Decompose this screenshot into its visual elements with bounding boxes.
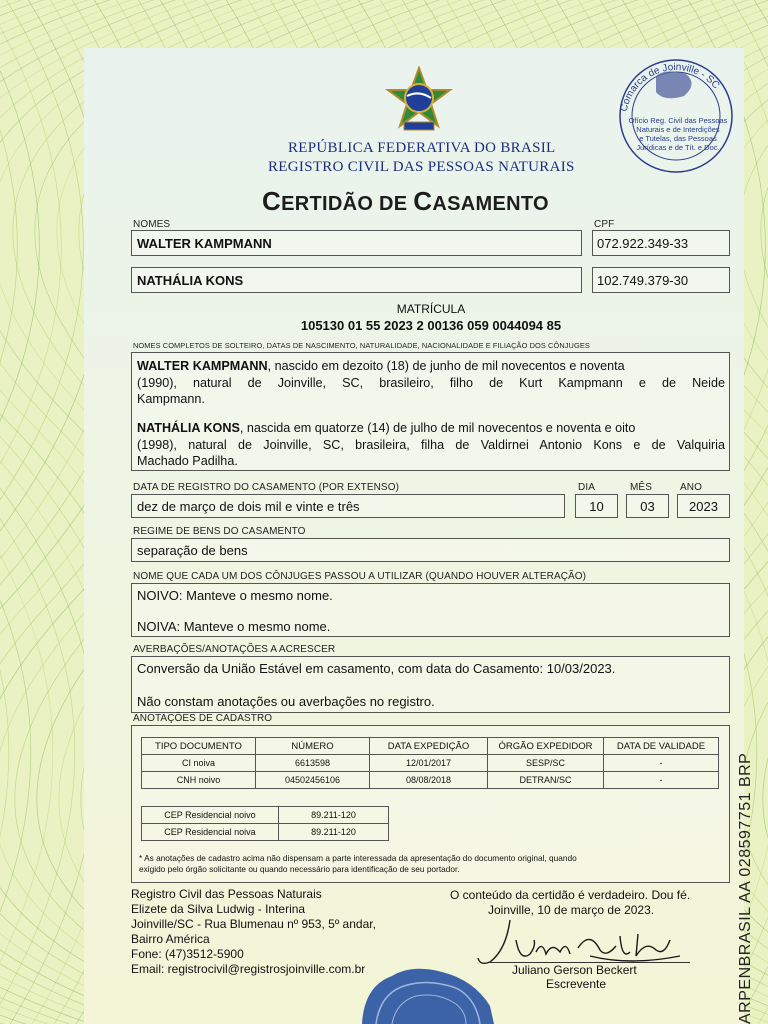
stamp-line-2: Naturais e de Interdições — [636, 125, 720, 134]
side-serial-text: ARPENBRASIL AA 028597751 BRP — [737, 752, 754, 1024]
table-row — [142, 824, 389, 841]
spouse-1-details — [137, 358, 725, 408]
cell-numero: 6613598 — [256, 755, 370, 772]
registration-year: 2023 — [689, 499, 718, 514]
col-data-validade: DATA DE VALIDADE — [604, 738, 719, 755]
stamp-ring-text: Comarca de Joinville - SC — [618, 61, 722, 113]
cell-data: 08/08/2018 — [370, 772, 488, 789]
title-part-2: ASAMENTO — [432, 193, 549, 215]
table-row — [142, 807, 389, 824]
documents-table-header — [142, 738, 719, 755]
cell-validade: - — [604, 772, 719, 789]
attest-line-2: Joinville, 10 de março de 2023. — [488, 903, 655, 917]
table-row — [142, 772, 719, 789]
coat-of-arms-icon — [384, 66, 454, 134]
cell-orgao: SESP/SC — [488, 755, 604, 772]
cell-cep-label: CEP Residencial noivo — [142, 807, 279, 824]
cell-tipo: CNH noivo — [142, 772, 256, 789]
details-p2-line2: (1998), natural de Joinville, SC, brasileira, filha de Valdirnei Antonio Kons e de Valquiria — [137, 437, 725, 452]
col-data-expedicao: DATA EXPEDIÇÃO — [370, 738, 488, 755]
registry-line-4: Bairro América — [131, 932, 210, 946]
title-part-1: ERTIDÃO DE — [281, 193, 414, 215]
col-orgao-expedidor: ÓRGÃO EXPEDIDOR — [488, 738, 604, 755]
details-p2-line1: , nascida em quatorze (14) de julho de mil novecentos e noventa e oito — [239, 421, 636, 435]
matricula-number: 105130 01 55 2023 2 00136 059 0044094 85 — [300, 318, 562, 333]
registry-line-5: Fone: (47)3512-5900 — [131, 947, 244, 961]
footnote-line-2: exigido pelo órgão solicitante ou quando necessário para identificação de seu portador. — [139, 864, 460, 874]
annotation-line-2: Não constam anotações ou averbações no registro. — [137, 694, 435, 709]
cell-cep-value: 89.211-120 — [279, 824, 389, 841]
label-anotacoes-cadastro: ANOTAÇÕES DE CADASTRO — [133, 713, 273, 724]
registry-line-2: Elizete da Silva Ludwig - Interina — [131, 902, 306, 916]
footnote-line-1: * As anotações de cadastro acima não dispensam a parte interessada da apresentação do documento original, quando — [139, 853, 577, 863]
spouse-1-cpf: 072.922.349-33 — [597, 236, 689, 251]
details-p1-line2: (1990), natural de Joinville, SC, brasileiro, filho de Kurt Kampmann e de Neide — [137, 375, 725, 390]
page-title — [262, 186, 549, 217]
label-ano: ANO — [680, 482, 702, 493]
details-p2-line3: Machado Padilha. — [137, 454, 238, 468]
signer-name: Juliano Gerson Beckert — [512, 963, 637, 977]
header-registry: REGISTRO CIVIL DAS PESSOAS NATURAIS — [268, 159, 575, 175]
cell-cep-value: 89.211-120 — [279, 807, 389, 824]
label-nome-utilizado: NOME QUE CADA UM DOS CÔNJUGES PASSOU A UTILIZAR (QUANDO HOUVER ALTERAÇÃO) — [133, 571, 587, 582]
label-mes: MÊS — [630, 482, 652, 493]
documents-table — [141, 737, 719, 789]
title-letter-2: C — [413, 186, 433, 216]
registry-line-1: Registro Civil das Pessoas Naturais — [131, 887, 322, 901]
stamp-line-1: Ofício Reg. Civil das Pessoas — [628, 116, 728, 125]
registry-info — [131, 887, 376, 977]
regime-value: separação de bens — [137, 543, 248, 558]
noiva-name-used: NOIVA: Manteve o mesmo nome. — [137, 619, 331, 634]
stamp-line-3: e Tutelas, das Pessoas — [639, 134, 717, 143]
registry-line-6: Email: registrocivil@registrosjoinville.com.br — [131, 962, 366, 976]
table-row — [142, 755, 719, 772]
noivo-name-used: NOIVO: Manteve o mesmo nome. — [137, 588, 333, 603]
spouse-2-cpf: 102.749.379-30 — [597, 273, 689, 288]
signer-role: Escrevente — [546, 977, 607, 991]
details-p1-line3: Kampmann. — [137, 392, 205, 406]
details-p2-name: NATHÁLIA KONS — [137, 421, 240, 435]
attest-line-1: O conteúdo da certidão é verdadeiro. Dou fé. — [450, 888, 691, 902]
cell-numero: 04502456106 — [256, 772, 370, 789]
security-seal-icon — [352, 966, 502, 1024]
registry-stamp — [604, 58, 744, 176]
cell-validade: - — [604, 755, 719, 772]
label-regime: REGIME DE BENS DO CASAMENTO — [133, 526, 306, 537]
label-matricula: MATRÍCULA — [396, 302, 466, 316]
cadastro-footnote — [139, 853, 577, 875]
cell-tipo: CI noiva — [142, 755, 256, 772]
cell-data: 12/01/2017 — [370, 755, 488, 772]
label-dia: DIA — [578, 482, 595, 493]
annotation-line-1: Conversão da União Estável em casamento, com data do Casamento: 10/03/2023. — [137, 661, 616, 676]
cell-orgao: DETRAN/SC — [488, 772, 604, 789]
label-averbacoes: AVERBAÇÕES/ANOTAÇÕES A ACRESCER — [133, 644, 336, 655]
stamp-line-4: Jurídicas e de Tít. e Doc. — [636, 143, 720, 152]
registration-date-text: dez de março de dois mil e vinte e três — [137, 499, 360, 514]
label-data-registro: DATA DE REGISTRO DO CASAMENTO (POR EXTENSO) — [133, 482, 399, 493]
registration-month: 03 — [640, 499, 655, 514]
col-tipo-documento: TIPO DOCUMENTO — [142, 738, 256, 755]
label-nomes: NOMES — [133, 219, 171, 230]
label-nomes-completos: NOMES COMPLETOS DE SOLTEIRO, DATAS DE NASCIMENTO, NATURALIDADE, NACIONALIDADE E FILIAÇÃO DOS CÔNJUGES — [133, 341, 590, 350]
col-numero: NÚMERO — [256, 738, 370, 755]
details-p1-line1: , nascido em dezoito (18) de junho de mil novecentos e noventa — [267, 359, 625, 373]
spouse-2-details — [137, 420, 725, 470]
header-republic: REPÚBLICA FEDERATIVA DO BRASIL — [288, 140, 556, 156]
spouse-2-name: NATHÁLIA KONS — [137, 273, 244, 288]
spouse-1-name: WALTER KAMPMANN — [137, 236, 272, 251]
registration-day: 10 — [589, 499, 604, 514]
label-cpf: CPF — [594, 219, 615, 230]
registry-line-3: Joinville/SC - Rua Blumenau nº 953, 5º andar, — [131, 917, 376, 931]
details-p1-name: WALTER KAMPMANN — [137, 359, 268, 373]
cell-cep-label: CEP Residencial noiva — [142, 824, 279, 841]
cep-table — [141, 806, 389, 841]
title-letter-1: C — [262, 186, 282, 216]
